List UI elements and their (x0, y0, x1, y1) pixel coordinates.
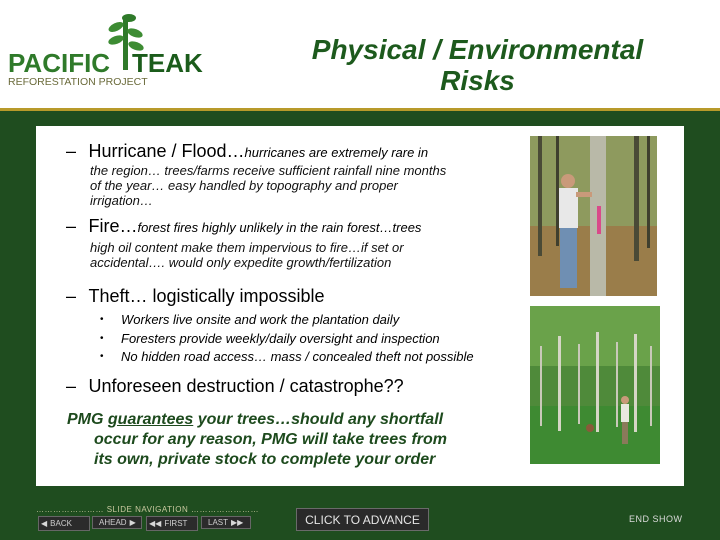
logo-tagline: REFORESTATION PROJECT (8, 76, 148, 88)
bullet-dot: • (100, 351, 104, 362)
bullet-dot: • (100, 332, 104, 344)
risk-item-theft (66, 286, 325, 307)
detail-line: irrigation… (90, 193, 153, 208)
item-dash: – (66, 216, 77, 236)
item-lead: Hurricane / Flood… (88, 141, 245, 161)
guarantee-prefix: PMG (67, 411, 108, 428)
first-slide-icon: ◀◀ (149, 519, 162, 528)
last-label: LAST (208, 518, 229, 527)
ahead-button[interactable] (92, 516, 142, 529)
risk-item-catastrophe (66, 376, 404, 397)
risk-item-hurricane (66, 141, 428, 162)
back-arrow-icon: ◀ (41, 519, 48, 528)
guarantee-statement (67, 410, 447, 470)
guarantee-underlined: guarantees (107, 411, 194, 428)
list-item (100, 348, 474, 367)
detail-line: accidental…. would only expedite growth/fertilization (90, 255, 392, 270)
back-button[interactable] (38, 516, 90, 531)
ahead-label: AHEAD (99, 518, 127, 527)
bullet-text: Workers live onsite and work the plantation daily (121, 312, 400, 327)
risk-detail-hurricane (90, 163, 446, 208)
detail-line: high oil content make them impervious to fire…if set or (90, 240, 404, 255)
risk-detail-fire (90, 240, 404, 270)
bullet-dot: • (100, 314, 104, 325)
bullet-text: Foresters provide weekly/daily oversight and inspection (121, 330, 440, 346)
guarantee-line-2: occur for any reason, PMG will take trees from (94, 431, 447, 448)
slide-title (270, 34, 685, 96)
first-button[interactable] (146, 516, 198, 531)
photo-teak-plantation (530, 306, 660, 464)
item-dash: – (66, 286, 77, 306)
bullet-text: No hidden road access… mass / concealed theft not possible (121, 349, 474, 364)
detail-line: the region… trees/farms receive sufficient rainfall nine months (90, 163, 447, 178)
risk-item-fire (66, 216, 421, 237)
logo-word-pacific: PACIFIC (8, 48, 111, 78)
item-lead: Fire… (88, 216, 138, 236)
guarantee-rest: your trees…should any shortfall (193, 411, 444, 428)
theft-bullet-list (100, 311, 474, 367)
pacific-teak-logo (6, 8, 210, 88)
item-detail-inline: forest fires highly unlikely in the rain forest…trees (137, 220, 422, 235)
nav-title: …………………… SLIDE NAVIGATION …………………… (36, 505, 259, 514)
accent-divider (0, 108, 720, 111)
guarantee-line-3: its own, private stock to complete your order (94, 451, 436, 468)
list-item (100, 330, 474, 349)
first-label: FIRST (164, 519, 188, 528)
forward-arrow-icon: ▶ (129, 518, 136, 527)
photo-forester-measuring-tree (530, 136, 657, 296)
detail-line: of the year… easy handled by topography and proper (90, 178, 398, 193)
item-dash: – (66, 376, 77, 396)
last-button[interactable] (201, 516, 251, 529)
logo-word-teak: TEAK (132, 48, 203, 78)
item-dash: – (66, 141, 77, 161)
end-show-link[interactable]: END SHOW (629, 514, 683, 524)
item-detail-inline: hurricanes are extremely rare in (244, 145, 429, 160)
item-lead: Unforeseen destruction / catastrophe?? (88, 376, 404, 396)
title-line-1: Physical / Environmental (311, 34, 644, 65)
title-line-2: Risks (440, 65, 515, 96)
last-slide-icon: ▶▶ (231, 518, 244, 527)
list-item (100, 311, 474, 330)
item-lead: Theft… logistically impossible (88, 286, 325, 306)
click-to-advance-button[interactable]: CLICK TO ADVANCE (296, 508, 429, 531)
back-label: BACK (50, 519, 72, 528)
